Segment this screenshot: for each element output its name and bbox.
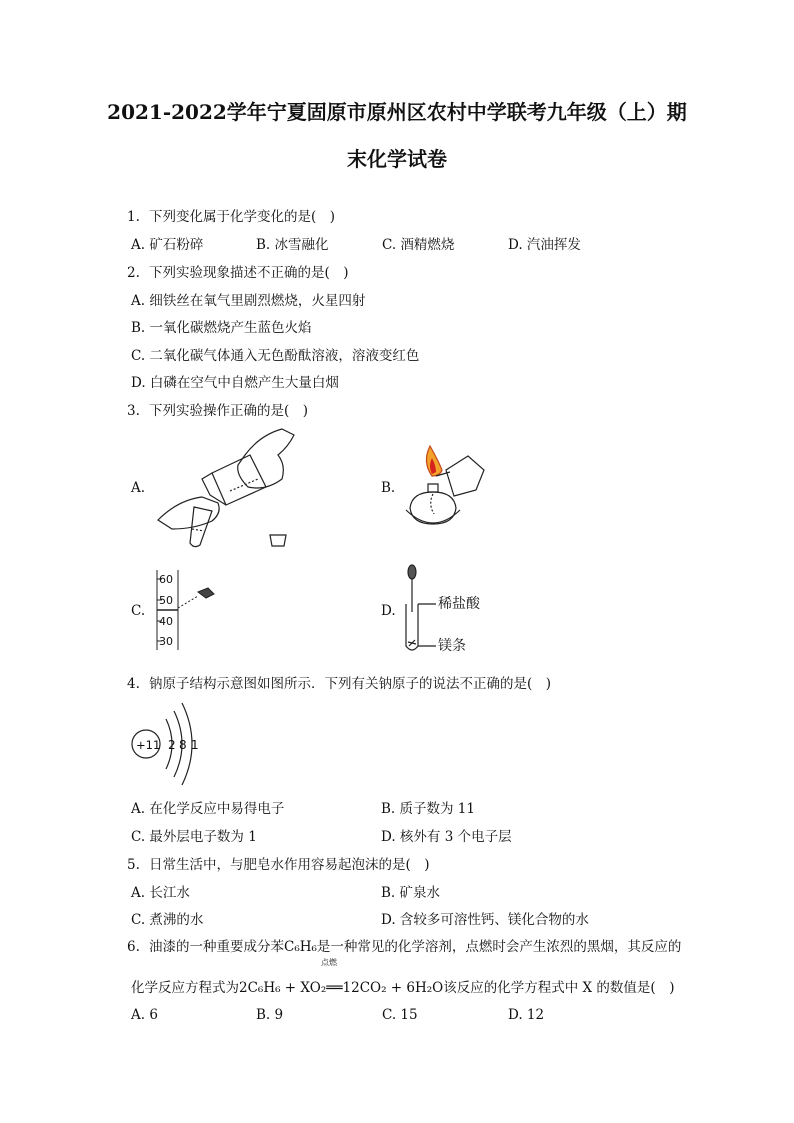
q3-option-a-label: A.	[131, 480, 146, 496]
scale-label-60: 60	[159, 573, 173, 586]
q6-option-b: B. 9	[256, 1007, 284, 1023]
exam-title-line-2: 末化学试卷	[347, 147, 447, 171]
alcohol-lamp-figure	[398, 440, 498, 535]
q1-option-d: D. 汽油挥发	[508, 237, 581, 253]
sodium-atom-diagram	[130, 695, 220, 793]
exam-title-line-1: 2021-2022学年宁夏固原市原州区农村中学联考九年级（上）期	[107, 100, 687, 124]
q4-option-b: B. 质子数为 11	[381, 801, 475, 817]
graduated-cylinder-figure	[150, 568, 220, 653]
q1-option-c: C. 酒精燃烧	[382, 237, 455, 253]
q3-option-d-label: D.	[381, 603, 396, 619]
question-number: 3.	[127, 403, 140, 419]
q2-option-b: B. 一氧化碳燃烧产生蓝色火焰	[131, 320, 312, 336]
shell-2-electrons: 8	[179, 738, 187, 752]
question-5	[127, 853, 430, 873]
q4-option-c: C. 最外层电子数为 1	[131, 829, 257, 845]
q4-option-a: A. 在化学反应中易得电子	[131, 801, 285, 817]
question-text: 日常生活中，与肥皂水作用容易起泡沫的是( )	[149, 857, 430, 873]
q6-option-d: D. 12	[508, 1007, 545, 1023]
question-text: 下列实验操作正确的是( )	[149, 403, 309, 419]
nucleus-label: +11	[136, 738, 161, 752]
q1-option-a: A. 矿石粉碎	[131, 237, 204, 253]
q2-option-a: A. 细铁丝在氧气里剧烈燃烧，火星四射	[131, 293, 366, 309]
q5-option-d: D. 含较多可溶性钙、镁化合物的水	[381, 912, 589, 928]
q5-option-c: C. 煮沸的水	[131, 912, 204, 928]
question-number: 4.	[127, 676, 140, 692]
acid-label: 稀盐酸	[438, 596, 480, 612]
question-6	[127, 935, 681, 955]
shell-3-electrons: 1	[191, 738, 199, 752]
pouring-liquid-figure	[150, 425, 300, 550]
question-2	[127, 261, 349, 281]
magnesium-label: 镁条	[438, 638, 466, 654]
question-text: 下列实验现象描述不正确的是( )	[149, 265, 349, 281]
q5-option-b: B. 矿泉水	[381, 885, 441, 901]
q3-option-c-label: C.	[131, 603, 146, 619]
q2-option-c: C. 二氧化碳气体通入无色酚酞溶液，溶液变红色	[131, 348, 420, 364]
scale-label-40: 40	[159, 615, 173, 628]
test-tube-magnesium-figure	[398, 560, 508, 658]
question-text: 钠原子结构示意图如图所示．下列有关钠原子的说法不正确的是( )	[149, 676, 552, 692]
scale-label-50: 50	[159, 594, 173, 607]
question-number: 1.	[127, 209, 140, 225]
q2-option-d: D. 白磷在空气中自燃产生大量白烟	[131, 375, 339, 391]
q3-option-b-label: B.	[381, 480, 396, 496]
q1-option-b: B. 冰雪融化	[256, 237, 329, 253]
question-6-equation-line: 化学反应方程式为2C₆H₆ + XO₂══12CO₂ + 6H₂O该反应的化学方程式中 X 的数值是( )	[131, 980, 675, 996]
question-text: 油漆的一种重要成分苯C₆H₆是一种常见的化学溶剂，点燃时会产生浓烈的黑烟，其反应的	[149, 939, 682, 955]
question-4	[127, 672, 551, 692]
question-1	[127, 205, 335, 225]
question-number: 2.	[127, 265, 140, 281]
question-text: 下列变化属于化学变化的是( )	[149, 209, 336, 225]
q5-option-a: A. 长江水	[131, 885, 190, 901]
question-number: 5.	[127, 857, 140, 873]
question-number: 6.	[127, 939, 140, 955]
scale-label-30: 30	[159, 635, 173, 648]
shell-1-electrons: 2	[168, 738, 176, 752]
q6-option-a: A. 6	[131, 1007, 158, 1023]
reaction-condition: 点燃	[321, 958, 337, 967]
q4-option-d: D. 核外有 3 个电子层	[381, 829, 512, 845]
q6-option-c: C. 15	[382, 1007, 418, 1023]
question-3	[127, 399, 308, 419]
